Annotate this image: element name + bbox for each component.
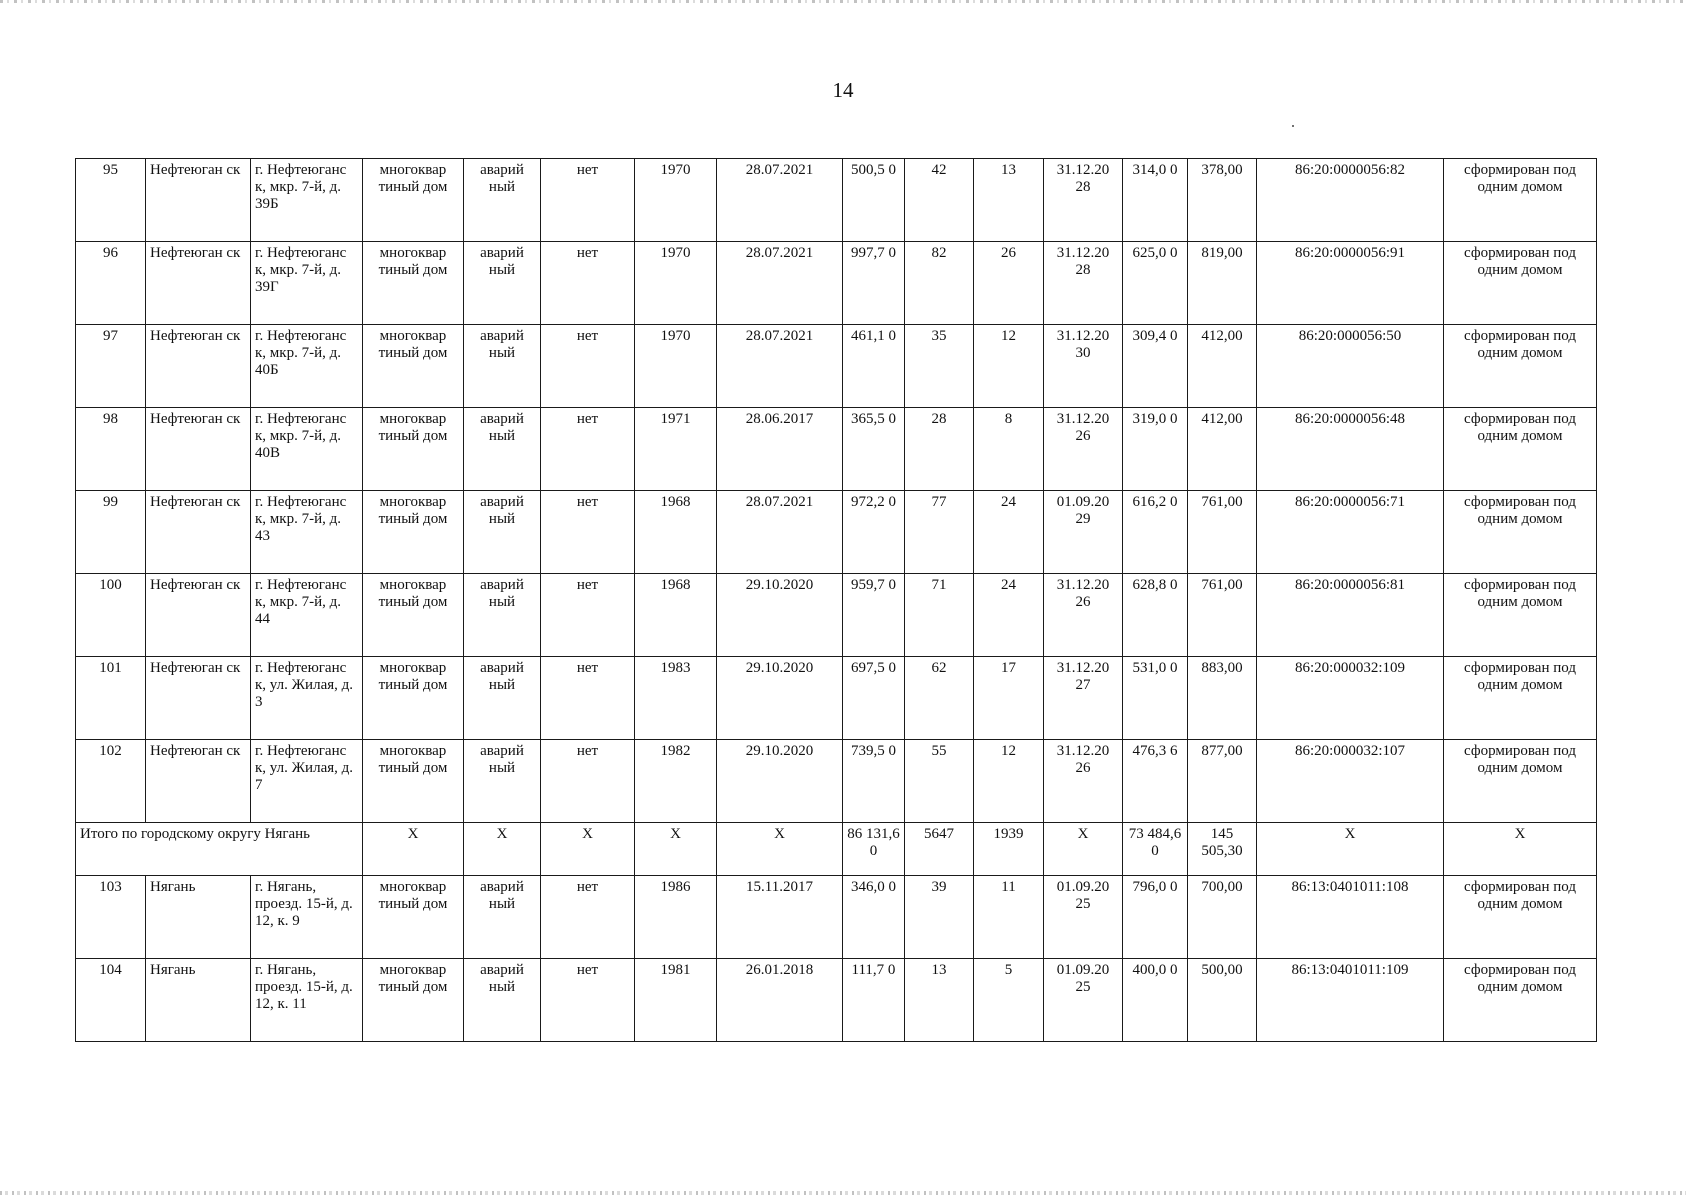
row-number: 102 bbox=[76, 740, 146, 823]
cadastral-number-cell: 86:20:000056:50 bbox=[1257, 325, 1444, 408]
apartments-cell: 12 bbox=[974, 325, 1044, 408]
note-cell: сформирован под одним домом bbox=[1444, 159, 1597, 242]
cadastral-number-cell: 86:20:0000056:81 bbox=[1257, 574, 1444, 657]
total-area-cell: 997,7 0 bbox=[843, 242, 905, 325]
decision-date-cell: 28.07.2021 bbox=[717, 325, 843, 408]
municipality-cell: Нефтеюган ск bbox=[146, 325, 251, 408]
address-cell: г. Нефтеюганс к, мкр. 7-й, д. 40Б bbox=[251, 325, 363, 408]
municipality-cell: Нягань bbox=[146, 876, 251, 959]
apartments-cell: 12 bbox=[974, 740, 1044, 823]
cost-cell: 412,00 bbox=[1188, 325, 1257, 408]
table-row bbox=[76, 491, 1597, 574]
note-cell: сформирован под одним домом bbox=[1444, 959, 1597, 1042]
cadastral-number-cell: 86:20:0000056:71 bbox=[1257, 491, 1444, 574]
condition-cell: аварий ный bbox=[464, 325, 541, 408]
total-year-cell: X bbox=[635, 823, 717, 876]
housing-registry-table bbox=[75, 158, 1597, 1042]
building-type-cell: многоквар тиный дом bbox=[363, 574, 464, 657]
scan-edge-top bbox=[0, 0, 1686, 3]
condition-cell: аварий ный bbox=[464, 408, 541, 491]
year-built-cell: 1986 bbox=[635, 876, 717, 959]
land-area-cell: 314,0 0 bbox=[1123, 159, 1188, 242]
year-built-cell: 1970 bbox=[635, 159, 717, 242]
year-built-cell: 1970 bbox=[635, 242, 717, 325]
flag-cell: нет bbox=[541, 159, 635, 242]
address-cell: г. Нефтеюганс к, ул. Жилая, д. 3 bbox=[251, 657, 363, 740]
table-row bbox=[76, 408, 1597, 491]
resettlement-deadline-cell: 31.12.20 26 bbox=[1044, 574, 1123, 657]
row-number: 100 bbox=[76, 574, 146, 657]
cadastral-number-cell: 86:20:000032:107 bbox=[1257, 740, 1444, 823]
cost-cell: 877,00 bbox=[1188, 740, 1257, 823]
building-type-cell: многоквар тиный дом bbox=[363, 657, 464, 740]
total-area-cell: 972,2 0 bbox=[843, 491, 905, 574]
total-area-cell: 461,1 0 bbox=[843, 325, 905, 408]
total-cost-cell: 145 505,30 bbox=[1188, 823, 1257, 876]
building-type-cell: многоквар тиный дом bbox=[363, 242, 464, 325]
table-row bbox=[76, 574, 1597, 657]
table-row bbox=[76, 876, 1597, 959]
total-area-cell: 500,5 0 bbox=[843, 159, 905, 242]
residents-cell: 62 bbox=[905, 657, 974, 740]
flag-cell: нет bbox=[541, 876, 635, 959]
year-built-cell: 1970 bbox=[635, 325, 717, 408]
resettlement-deadline-cell: 01.09.20 29 bbox=[1044, 491, 1123, 574]
total-area-cell: 111,7 0 bbox=[843, 959, 905, 1042]
decision-date-cell: 28.06.2017 bbox=[717, 408, 843, 491]
year-built-cell: 1983 bbox=[635, 657, 717, 740]
row-number: 103 bbox=[76, 876, 146, 959]
condition-cell: аварий ный bbox=[464, 740, 541, 823]
cost-cell: 500,00 bbox=[1188, 959, 1257, 1042]
municipality-cell: Нефтеюган ск bbox=[146, 740, 251, 823]
address-cell: г. Нефтеюганс к, мкр. 7-й, д. 40В bbox=[251, 408, 363, 491]
note-cell: сформирован под одним домом bbox=[1444, 574, 1597, 657]
total-row bbox=[76, 823, 1597, 876]
row-number: 96 bbox=[76, 242, 146, 325]
total-area-cell: 346,0 0 bbox=[843, 876, 905, 959]
resettlement-deadline-cell: 31.12.20 27 bbox=[1044, 657, 1123, 740]
total-condition-cell: X bbox=[464, 823, 541, 876]
year-built-cell: 1971 bbox=[635, 408, 717, 491]
condition-cell: аварий ный bbox=[464, 876, 541, 959]
cadastral-number-cell: 86:13:0401011:108 bbox=[1257, 876, 1444, 959]
decision-date-cell: 29.10.2020 bbox=[717, 740, 843, 823]
residents-cell: 77 bbox=[905, 491, 974, 574]
land-area-cell: 625,0 0 bbox=[1123, 242, 1188, 325]
apartments-cell: 24 bbox=[974, 574, 1044, 657]
apartments-cell: 8 bbox=[974, 408, 1044, 491]
address-cell: г. Нефтеюганс к, ул. Жилая, д. 7 bbox=[251, 740, 363, 823]
residents-cell: 55 bbox=[905, 740, 974, 823]
year-built-cell: 1982 bbox=[635, 740, 717, 823]
total-apartments-cell: 1939 bbox=[974, 823, 1044, 876]
residents-cell: 71 bbox=[905, 574, 974, 657]
scan-speck bbox=[1292, 125, 1294, 127]
land-area-cell: 309,4 0 bbox=[1123, 325, 1188, 408]
total-date-cell: X bbox=[717, 823, 843, 876]
address-cell: г. Нефтеюганс к, мкр. 7-й, д. 39Г bbox=[251, 242, 363, 325]
address-cell: г. Нефтеюганс к, мкр. 7-й, д. 39Б bbox=[251, 159, 363, 242]
address-cell: г. Нягань, проезд. 15-й, д. 12, к. 11 bbox=[251, 959, 363, 1042]
condition-cell: аварий ный bbox=[464, 657, 541, 740]
total-label: Итого по городскому округу Нягань bbox=[76, 823, 363, 876]
decision-date-cell: 28.07.2021 bbox=[717, 159, 843, 242]
cost-cell: 761,00 bbox=[1188, 491, 1257, 574]
year-built-cell: 1968 bbox=[635, 491, 717, 574]
land-area-cell: 796,0 0 bbox=[1123, 876, 1188, 959]
total-area-cell: 86 131,6 0 bbox=[843, 823, 905, 876]
total-land-area-cell: 73 484,6 0 bbox=[1123, 823, 1188, 876]
building-type-cell: многоквар тиный дом bbox=[363, 159, 464, 242]
address-cell: г. Нягань, проезд. 15-й, д. 12, к. 9 bbox=[251, 876, 363, 959]
building-type-cell: многоквар тиный дом bbox=[363, 491, 464, 574]
table-row bbox=[76, 242, 1597, 325]
resettlement-deadline-cell: 31.12.20 30 bbox=[1044, 325, 1123, 408]
note-cell: сформирован под одним домом bbox=[1444, 740, 1597, 823]
total-note-cell: X bbox=[1444, 823, 1597, 876]
cost-cell: 378,00 bbox=[1188, 159, 1257, 242]
building-type-cell: многоквар тиный дом bbox=[363, 876, 464, 959]
total-flag-cell: X bbox=[541, 823, 635, 876]
condition-cell: аварий ный bbox=[464, 574, 541, 657]
table-body bbox=[76, 159, 1597, 1042]
note-cell: сформирован под одним домом bbox=[1444, 876, 1597, 959]
year-built-cell: 1981 bbox=[635, 959, 717, 1042]
address-cell: г. Нефтеюганс к, мкр. 7-й, д. 43 bbox=[251, 491, 363, 574]
total-deadline-cell: X bbox=[1044, 823, 1123, 876]
apartments-cell: 11 bbox=[974, 876, 1044, 959]
land-area-cell: 476,3 6 bbox=[1123, 740, 1188, 823]
cadastral-number-cell: 86:20:0000056:48 bbox=[1257, 408, 1444, 491]
cost-cell: 412,00 bbox=[1188, 408, 1257, 491]
condition-cell: аварий ный bbox=[464, 491, 541, 574]
condition-cell: аварий ный bbox=[464, 242, 541, 325]
resettlement-deadline-cell: 31.12.20 28 bbox=[1044, 242, 1123, 325]
residents-cell: 42 bbox=[905, 159, 974, 242]
residents-cell: 13 bbox=[905, 959, 974, 1042]
resettlement-deadline-cell: 31.12.20 26 bbox=[1044, 740, 1123, 823]
land-area-cell: 628,8 0 bbox=[1123, 574, 1188, 657]
total-type-cell: X bbox=[363, 823, 464, 876]
decision-date-cell: 26.01.2018 bbox=[717, 959, 843, 1042]
decision-date-cell: 28.07.2021 bbox=[717, 491, 843, 574]
cost-cell: 700,00 bbox=[1188, 876, 1257, 959]
land-area-cell: 400,0 0 bbox=[1123, 959, 1188, 1042]
table-row bbox=[76, 959, 1597, 1042]
row-number: 99 bbox=[76, 491, 146, 574]
flag-cell: нет bbox=[541, 325, 635, 408]
total-area-cell: 739,5 0 bbox=[843, 740, 905, 823]
decision-date-cell: 29.10.2020 bbox=[717, 657, 843, 740]
resettlement-deadline-cell: 01.09.20 25 bbox=[1044, 959, 1123, 1042]
table-row bbox=[76, 159, 1597, 242]
row-number: 101 bbox=[76, 657, 146, 740]
apartments-cell: 17 bbox=[974, 657, 1044, 740]
note-cell: сформирован под одним домом bbox=[1444, 325, 1597, 408]
municipality-cell: Нефтеюган ск bbox=[146, 574, 251, 657]
apartments-cell: 5 bbox=[974, 959, 1044, 1042]
residents-cell: 28 bbox=[905, 408, 974, 491]
apartments-cell: 26 bbox=[974, 242, 1044, 325]
row-number: 97 bbox=[76, 325, 146, 408]
note-cell: сформирован под одним домом bbox=[1444, 242, 1597, 325]
apartments-cell: 13 bbox=[974, 159, 1044, 242]
row-number: 104 bbox=[76, 959, 146, 1042]
municipality-cell: Нефтеюган ск bbox=[146, 242, 251, 325]
row-number: 95 bbox=[76, 159, 146, 242]
row-number: 98 bbox=[76, 408, 146, 491]
table-row bbox=[76, 740, 1597, 823]
resettlement-deadline-cell: 01.09.20 25 bbox=[1044, 876, 1123, 959]
flag-cell: нет bbox=[541, 574, 635, 657]
residents-cell: 35 bbox=[905, 325, 974, 408]
decision-date-cell: 15.11.2017 bbox=[717, 876, 843, 959]
table-row bbox=[76, 657, 1597, 740]
municipality-cell: Нягань bbox=[146, 959, 251, 1042]
land-area-cell: 531,0 0 bbox=[1123, 657, 1188, 740]
cadastral-number-cell: 86:20:000032:109 bbox=[1257, 657, 1444, 740]
note-cell: сформирован под одним домом bbox=[1444, 657, 1597, 740]
total-area-cell: 959,7 0 bbox=[843, 574, 905, 657]
cadastral-number-cell: 86:20:0000056:91 bbox=[1257, 242, 1444, 325]
cost-cell: 883,00 bbox=[1188, 657, 1257, 740]
apartments-cell: 24 bbox=[974, 491, 1044, 574]
total-area-cell: 365,5 0 bbox=[843, 408, 905, 491]
flag-cell: нет bbox=[541, 408, 635, 491]
resettlement-deadline-cell: 31.12.20 28 bbox=[1044, 159, 1123, 242]
cadastral-number-cell: 86:13:0401011:109 bbox=[1257, 959, 1444, 1042]
municipality-cell: Нефтеюган ск bbox=[146, 408, 251, 491]
flag-cell: нет bbox=[541, 657, 635, 740]
condition-cell: аварий ный bbox=[464, 159, 541, 242]
cost-cell: 819,00 bbox=[1188, 242, 1257, 325]
municipality-cell: Нефтеюган ск bbox=[146, 491, 251, 574]
building-type-cell: многоквар тиный дом bbox=[363, 408, 464, 491]
flag-cell: нет bbox=[541, 959, 635, 1042]
note-cell: сформирован под одним домом bbox=[1444, 408, 1597, 491]
total-area-cell: 697,5 0 bbox=[843, 657, 905, 740]
building-type-cell: многоквар тиный дом bbox=[363, 325, 464, 408]
land-area-cell: 319,0 0 bbox=[1123, 408, 1188, 491]
building-type-cell: многоквар тиный дом bbox=[363, 959, 464, 1042]
page-number: 14 bbox=[832, 78, 854, 102]
decision-date-cell: 29.10.2020 bbox=[717, 574, 843, 657]
cadastral-number-cell: 86:20:0000056:82 bbox=[1257, 159, 1444, 242]
flag-cell: нет bbox=[541, 242, 635, 325]
building-type-cell: многоквар тиный дом bbox=[363, 740, 464, 823]
municipality-cell: Нефтеюган ск bbox=[146, 159, 251, 242]
address-cell: г. Нефтеюганс к, мкр. 7-й, д. 44 bbox=[251, 574, 363, 657]
residents-cell: 39 bbox=[905, 876, 974, 959]
municipality-cell: Нефтеюган ск bbox=[146, 657, 251, 740]
total-residents-cell: 5647 bbox=[905, 823, 974, 876]
land-area-cell: 616,2 0 bbox=[1123, 491, 1188, 574]
table-row bbox=[76, 325, 1597, 408]
scan-edge-bottom bbox=[0, 1191, 1686, 1195]
flag-cell: нет bbox=[541, 740, 635, 823]
condition-cell: аварий ный bbox=[464, 959, 541, 1042]
note-cell: сформирован под одним домом bbox=[1444, 491, 1597, 574]
residents-cell: 82 bbox=[905, 242, 974, 325]
resettlement-deadline-cell: 31.12.20 26 bbox=[1044, 408, 1123, 491]
decision-date-cell: 28.07.2021 bbox=[717, 242, 843, 325]
total-cadastre-cell: X bbox=[1257, 823, 1444, 876]
flag-cell: нет bbox=[541, 491, 635, 574]
cost-cell: 761,00 bbox=[1188, 574, 1257, 657]
year-built-cell: 1968 bbox=[635, 574, 717, 657]
